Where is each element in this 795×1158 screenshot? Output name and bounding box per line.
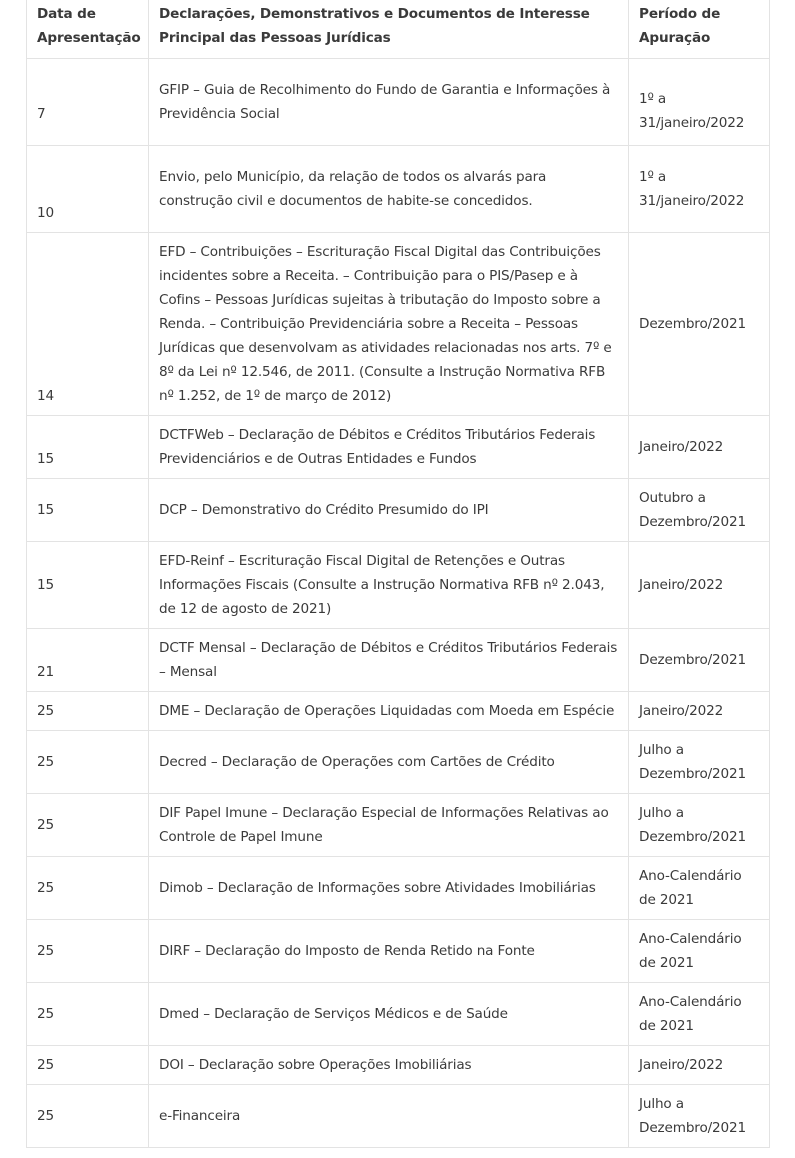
cell-date: 21 [27,629,149,692]
obligations-table-wrapper [26,0,769,1148]
cell-date: 25 [27,1085,149,1148]
table-row [27,857,770,920]
table-header [27,0,770,59]
cell-date: 25 [27,920,149,983]
cell-description: Decred – Declaração de Operações com Cartões de Crédito [149,731,629,794]
table-row [27,1046,770,1085]
table-row [27,146,770,233]
cell-period: Ano-Calendário de 2021 [629,920,770,983]
cell-period: Janeiro/2022 [629,542,770,629]
cell-description: Envio, pelo Município, da relação de todos os alvarás para construção civil e documentos de habite-se concedidos. [149,146,629,233]
table-row [27,920,770,983]
cell-period: Outubro a Dezembro/2021 [629,479,770,542]
table-row [27,233,770,416]
cell-period: Dezembro/2021 [629,629,770,692]
header-row [27,0,770,59]
cell-date: 10 [27,146,149,233]
cell-description: DIRF – Declaração do Imposto de Renda Retido na Fonte [149,920,629,983]
table-row [27,59,770,146]
cell-period: Julho a Dezembro/2021 [629,1085,770,1148]
cell-period: Julho a Dezembro/2021 [629,731,770,794]
cell-date: 15 [27,542,149,629]
cell-period: Janeiro/2022 [629,1046,770,1085]
cell-date: 15 [27,416,149,479]
cell-description: EFD-Reinf – Escrituração Fiscal Digital de Retenções e Outras Informações Fiscais (Consulte a Instrução Normativa RFB nº 2.043, de 12 de agosto de 2021) [149,542,629,629]
cell-description: GFIP – Guia de Recolhimento do Fundo de Garantia e Informações à Previdência Social [149,59,629,146]
cell-period: Janeiro/2022 [629,692,770,731]
cell-date: 25 [27,1046,149,1085]
header-period: Período de Apuração [629,0,770,59]
cell-period: 1º a 31/janeiro/2022 [629,59,770,146]
cell-date: 25 [27,794,149,857]
cell-period: 1º a 31/janeiro/2022 [629,146,770,233]
cell-description: EFD – Contribuições – Escrituração Fiscal Digital das Contribuições incidentes sobre a Receita. – Contribuição para o PIS/Pasep e à Cofins – Pessoas Jurídicas sujeitas à tributação do Imposto sobre a Renda. – Contribuição Previdenciária sobre a Receita – Pessoas Jurídicas que desenvolvam as atividades relacionadas nos arts. 7º e 8º da Lei nº 12.546, de 2011. (Consulte a Instrução Normativa RFB nº 1.252, de 1º de março de 2012) [149,233,629,416]
cell-date: 25 [27,692,149,731]
table-row [27,542,770,629]
table-row [27,479,770,542]
cell-description: Dimob – Declaração de Informações sobre Atividades Imobiliárias [149,857,629,920]
obligations-table [26,0,770,1148]
cell-date: 25 [27,983,149,1046]
cell-period: Ano-Calendário de 2021 [629,983,770,1046]
table-row [27,692,770,731]
table-body [27,59,770,1148]
cell-period: Janeiro/2022 [629,416,770,479]
table-row [27,629,770,692]
cell-description: Dmed – Declaração de Serviços Médicos e de Saúde [149,983,629,1046]
cell-period: Dezembro/2021 [629,233,770,416]
table-row [27,794,770,857]
cell-period: Ano-Calendário de 2021 [629,857,770,920]
cell-date: 14 [27,233,149,416]
cell-description: e-Financeira [149,1085,629,1148]
cell-date: 15 [27,479,149,542]
cell-description: DIF Papel Imune – Declaração Especial de Informações Relativas ao Controle de Papel Imune [149,794,629,857]
header-description: Declarações, Demonstrativos e Documentos de Interesse Principal das Pessoas Jurídicas [149,0,629,59]
table-row [27,731,770,794]
cell-description: DME – Declaração de Operações Liquidadas com Moeda em Espécie [149,692,629,731]
header-date: Data de Apresentação [27,0,149,59]
cell-description: DOI – Declaração sobre Operações Imobiliárias [149,1046,629,1085]
cell-period: Julho a Dezembro/2021 [629,794,770,857]
table-row [27,1085,770,1148]
cell-description: DCP – Demonstrativo do Crédito Presumido do IPI [149,479,629,542]
cell-date: 7 [27,59,149,146]
cell-date: 25 [27,731,149,794]
cell-description: DCTF Mensal – Declaração de Débitos e Créditos Tributários Federais – Mensal [149,629,629,692]
cell-description: DCTFWeb – Declaração de Débitos e Créditos Tributários Federais Previdenciários e de Outras Entidades e Fundos [149,416,629,479]
cell-date: 25 [27,857,149,920]
table-row [27,983,770,1046]
table-row [27,416,770,479]
